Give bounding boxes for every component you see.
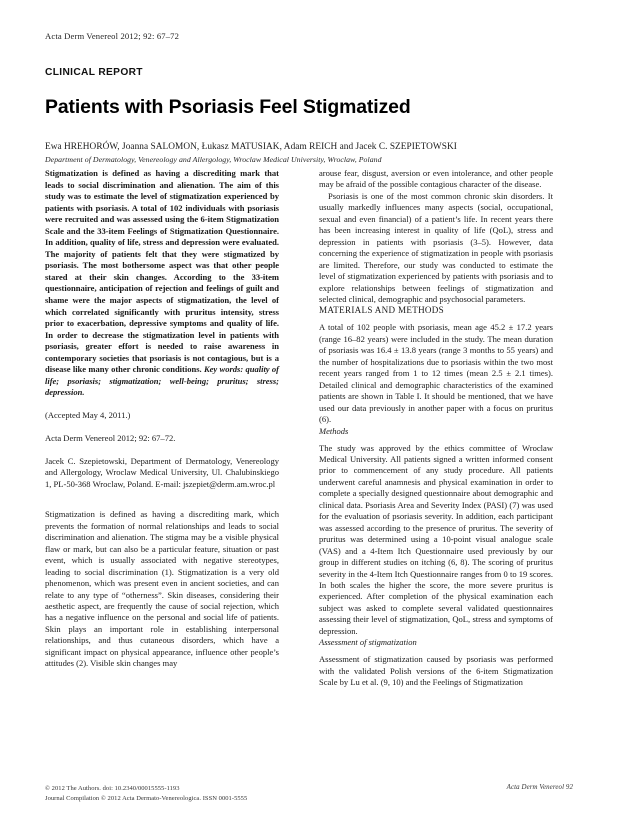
footer-line-2: Journal Compilation © 2012 Acta Dermato-Venereologica. ISSN 0001-5555 — [45, 795, 248, 803]
running-foot: Acta Derm Venereol 92 — [506, 784, 573, 791]
affiliation-line: Department of Dermatology, Venereology and Allergology, Wroclaw Medical University, Wroclaw, Poland — [45, 154, 382, 164]
page-title: Patients with Psoriasis Feel Stigmatized — [45, 96, 411, 119]
assessment-paragraph-1: Assessment of stigmatization caused by psoriasis was performed with the validated Polish versions of the 6-item Stigmatization Scale by Lu et al. (9, 10) and the Feelings of Stigmatization — [319, 654, 553, 688]
left-column — [45, 168, 279, 689]
materials-and-methods-heading: MATERIALS AND METHODS — [319, 305, 445, 316]
abstract-block — [45, 168, 279, 399]
right-column — [319, 168, 553, 689]
intro-paragraph-1: Stigmatization is defined as having a discrediting mark, which prevents the formation of normal relationships and leads to social discrimination and alienation. The stigma may be a visible physical flaw or mark, but can also be a particular feature, situation or past event, which is usually associated with negative stereotypes, leading to social discrimination (1). Stigmatization is a very old phenomenon, which was present even in ancient societies, and can relate to any type of “otherness”. Skin diseases, considering their aesthetic aspect, are frequently the cause of social rejection, which has a negative influence on the personal and social life of patients. Skin plays an important role in establishing interpersonal relationships, and thus cutaneous disorders, which have a significant impact on physical appearance, influence other people’s attitudes (2). Visible skin changes may — [45, 509, 279, 669]
page-footer — [45, 784, 573, 804]
abstract-text: Stigmatization is defined as having a discrediting mark that leads to social discrimination and alienation. The aim of this study was to estimate the level of stigmatization experienced by patients with psoriasis. A total of 102 individuals with psoriasis were recruited and was assessed using the 6-item Stigmatization Scale and the 33-item Feelings of Stigmatization Questionnaire. In addition, quality of life, stress and depression were evaluated. The majority of patients felt that they were stigmatized by psoriasis. The most bothersome aspect was that other people stared at their skin changes. According to the 33-item questionnaire, anticipation of rejection and feelings of guilt and shame were the major aspects of stigmatization, the level of which correlated significantly with pruritus intensity, stress prior to exacerbation, depressive symptoms and quality of life. In order to decrease the stigmatization level in patients with psoriasis, greater effort is needed to raise awareness in contemporary societies that psoriasis is not contagious, but is a disease like many other chronic conditions. — [45, 168, 279, 375]
journal-reference-header: Acta Derm Venereol 2012; 92: 67–72 — [45, 31, 180, 41]
body-columns — [45, 168, 573, 689]
assessment-of-stigmatization-subheading: Assessment of stigmatization — [319, 637, 417, 648]
citation-line: Acta Derm Venereol 2012; 92: 67–72. — [45, 433, 176, 444]
materials-paragraph-1: A total of 102 people with psoriasis, mean age 45.2 ± 17.2 years (range 16–82 years) were included in the study. The mean duration of psoriasis was 16.4 ± 13.8 years (range 3 months to 55 years) and the number of hospitalizations due to psoriasis within the two most recent years ranged from 1 to 12 times (mean 2.5 ± 2.1 times). Detailed clinical and demographic characteristics of the examined patients are shown in Table I. It should be mentioned, that we have used our data previously in another paper with a focus on pruritus (6). — [319, 322, 553, 425]
page-content — [45, 0, 573, 839]
footer-line-1: © 2012 The Authors. doi: 10.2340/00015555-1193 — [45, 785, 180, 792]
intro-paragraph-2: Psoriasis is one of the most common chronic skin disorders. It usually markedly influences many aspects (social, occupational, sexual and even financial) of a patient’s life. In recent years there has been increasing interest in quality of life (QoL), stress and depression in patients with psoriasis (3–5). However, data concerning the experience of stigmatization in people with psoriasis are limited. Therefore, our study was conducted to estimate the level of stigmatization experienced by patients with psoriasis and to explore relationships between feelings of stigmatization and selected clinical, demographic and psychosocial parameters. — [319, 190, 553, 304]
methods-subheading: Methods — [319, 425, 349, 436]
article-meta-block — [45, 410, 279, 490]
intro-paragraph-2-lead: arouse fear, disgust, aversion or even intolerance, and other people may be afraid of the possible contagious character of the disease. — [319, 168, 553, 190]
abstract-keywords: Key words: quality of life; psoriasis; stigmatization; well-being; pruritus; stress; depression. — [45, 364, 279, 398]
article-type-kicker: CLINICAL REPORT — [45, 67, 143, 79]
author-list: Ewa HREHORÓW, Joanna SALOMON, Łukasz MATUSIAK, Adam REICH and Jacek C. SZEPIETOWSKI — [45, 141, 457, 152]
footer-copyright-block — [45, 784, 247, 804]
methods-paragraph-1: The study was approved by the ethics committee of Wroclaw Medical University. All patients signed a written informed consent prior to commencement of any study procedure. All patients underwent careful anamnesis and physical examination in order to complete a specially designed questionnaire about demographic and clinical data. Psoriasis Area and Severity Index (PASI) (7) was used for the evaluation of psoriasis severity. In addition, each participant was assessed according to the presence of pruritus. The severity of pruritus was determined using a 10-point visual analogue scale (VAS) and a 4-Item Itch Questionnaire used previously by our group in different studies on itching (6, 8). The scoring of pruritus severity in the 4-Item Itch Questionnaire ranges from 0 to 19 scores. In both scales the higher the score, the more severe pruritus is experienced. After completion of the physical examination each subject was asked to complete several validated questionnaires assessing their level of stigmatization, QoL, stress and symptoms of depression. — [319, 442, 553, 636]
abstract-paragraph — [45, 168, 279, 399]
correspondence-address: Jacek C. Szepietowski, Department of Dermatology, Venereology and Allergology, Wroclaw Medical University, Ul. Chalubinskiego 1, PL-50-368 Wroclaw, Poland. E-mail: jszepiet@derm.am.wroc.pl — [45, 456, 279, 489]
accepted-date: (Accepted May 4, 2011.) — [45, 410, 131, 421]
